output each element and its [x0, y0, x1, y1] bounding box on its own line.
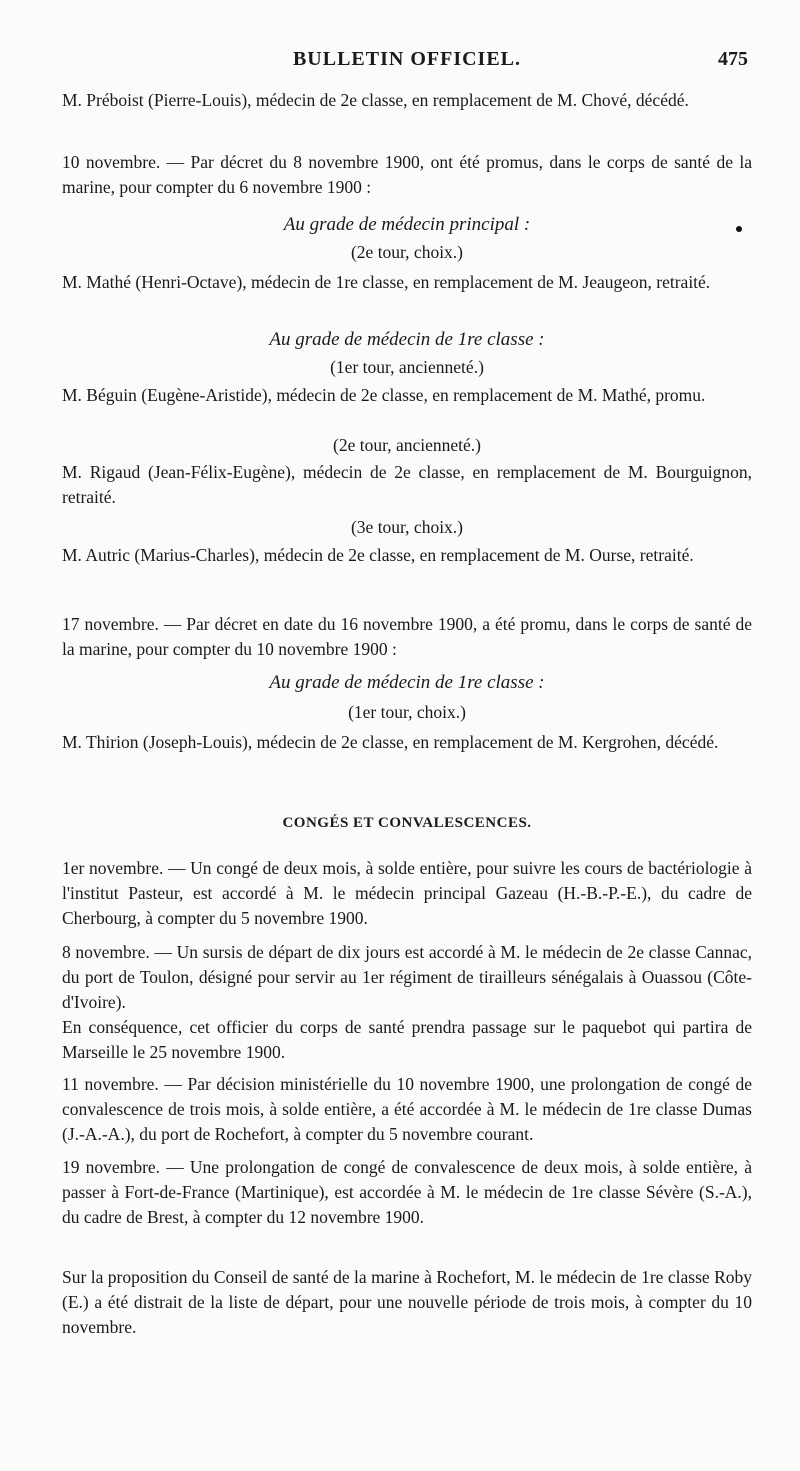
ink-mark	[736, 226, 742, 232]
paragraph-thirion: M. Thirion (Joseph-Louis), médecin de 2e classe, en remplacement de M. Kergrohen, décédé.	[62, 732, 719, 752]
paragraph-decret-17-nov: 17 novembre. — Par décret en date du 16 novembre 1900, a été promu, dans le corps de santé de la marine, pour compter du 10 novembre 1900 :	[62, 614, 752, 659]
tour-line: (1er tour, choix.)	[348, 702, 466, 722]
paragraph-beguin: M. Béguin (Eugène-Aristide), médecin de 2e classe, en remplacement de M. Mathé, promu.	[62, 385, 706, 405]
running-title: BULLETIN OFFICIEL.	[292, 48, 522, 70]
page-header	[62, 40, 752, 80]
heading-medecin-principal: Au grade de médecin principal :	[283, 214, 531, 235]
paragraph-mathe: M. Mathé (Henri-Octave), médecin de 1re classe, en remplacement de M. Jeaugeon, retraité.	[62, 272, 711, 292]
paragraph-roby: Sur la proposition du Conseil de santé de la marine à Rochefort, M. le médecin de 1re classe Roby (E.) a été distrait de la liste de départ, pour une nouvelle période de trois mois, à compter du 10 novembre.	[62, 1267, 752, 1337]
paragraph-severe: 19 novembre. — Une prolongation de congé de convalescence de deux mois, à solde entière, à passer à Fort-de-France (Martinique), est accordée à M. le médecin de 1re classe Sévère (S.-A.), du cadre de Brest, à compter du 12 novembre 1900.	[62, 1157, 752, 1227]
paragraph-autric: M. Autric (Marius-Charles), médecin de 2e classe, en remplacement de M. Ourse, retraité.	[62, 545, 694, 565]
paragraph-cannac: 8 novembre. — Un sursis de départ de dix jours est accordé à M. le médecin de 2e classe Cannac, du port de Toulon, désigné pour servir au 1er régiment de tirailleurs sénégalais à Ouassou (Côte-d'Ivoire).	[62, 942, 752, 1012]
tour-line: (3e tour, choix.)	[350, 517, 464, 537]
tour-line: (1er tour, ancienneté.)	[330, 357, 484, 377]
paragraph-preboist: M. Préboist (Pierre-Louis), médecin de 2e classe, en remplacement de M. Chové, décédé.	[62, 90, 689, 110]
paragraph-rigaud: M. Rigaud (Jean-Félix-Eugène), médecin de 2e classe, en remplacement de M. Bourguignon, retraité.	[62, 462, 752, 507]
page-number: 475	[718, 48, 748, 70]
heading-medecin-1re-classe: Au grade de médecin de 1re classe :	[269, 329, 545, 350]
paragraph-dumas: 11 novembre. — Par décision ministérielle du 10 novembre 1900, une prolongation de congé de convalescence de trois mois, à solde entière, a été accordée à M. le médecin de 1re classe Dumas (J.-A.-A.), du port de Rochefort, à compter du 5 novembre courant.	[62, 1074, 752, 1144]
paragraph-gazeau: 1er novembre. — Un congé de deux mois, à solde entière, pour suivre les cours de bactériologie à l'institut Pasteur, est accordé à M. le médecin principal Gazeau (H.-B.-P.-E.), du cadre de Cherbourg, à compter du 5 novembre 1900.	[62, 858, 752, 928]
section-title: CONGÉS ET CONVALESCENCES.	[282, 815, 532, 831]
heading-medecin-1re-classe: Au grade de médecin de 1re classe :	[269, 672, 545, 693]
tour-line: (2e tour, choix.)	[350, 242, 464, 262]
tour-line: (2e tour, ancienneté.)	[333, 435, 481, 455]
document-page	[62, 40, 752, 80]
paragraph-decret-10-nov: 10 novembre. — Par décret du 8 novembre 1900, ont été promus, dans le corps de santé de la marine, pour compter du 6 novembre 1900 :	[62, 152, 752, 197]
paragraph-consequence: En conséquence, cet officier du corps de santé prendra passage sur le paquebot qui partira de Marseille le 25 novembre 1900.	[62, 1017, 752, 1062]
